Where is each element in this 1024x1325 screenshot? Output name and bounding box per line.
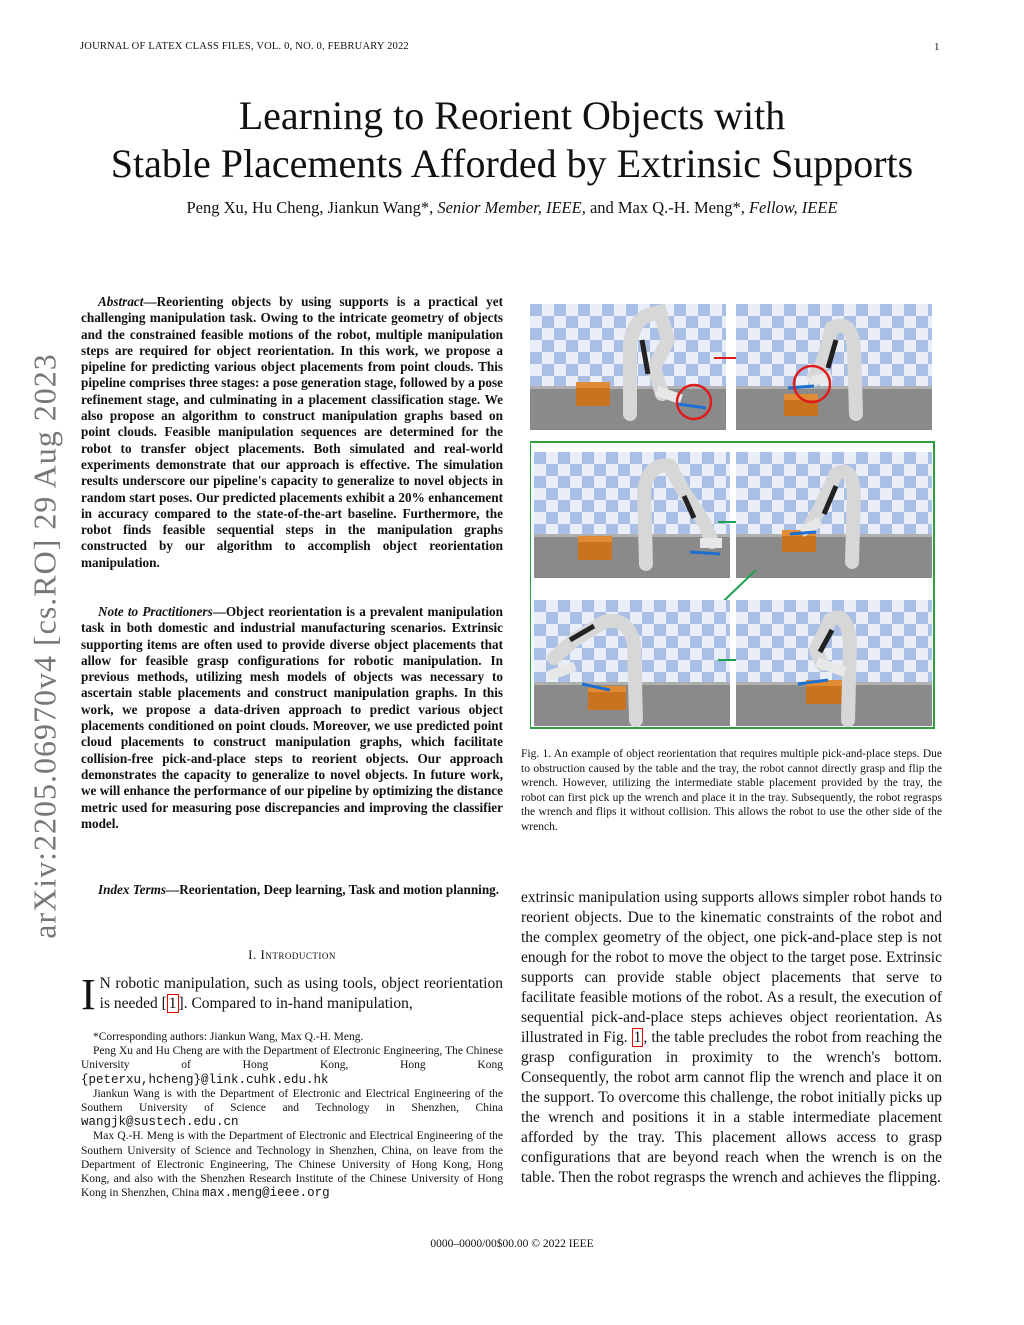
authors-names-a: Peng Xu, Hu Cheng, Jiankun Wang*, <box>186 198 438 217</box>
figure-caption: Fig. 1. An example of object reorientation that requires multiple pick-and-place steps. Due to obstruction caused by the table and the tray, the robot cannot directly grasp and flip the wrench. However, utilizing the intermediate stable placement provided by the tray, the robot can first pick up the wrench and place it in the tray. Subsequently, the robot regrasps the wrench and flips it without collision. This allows the robot to use the other side of the wrench. <box>521 748 942 833</box>
index-terms-text: —Reorientation, Deep learning, Task and motion planning. <box>166 882 500 897</box>
abstract-text: —Reorienting objects by using supports is a practical yet challenging manipulation task. Owing to the intricate geometry of objects and the constrained feasible motions of the robot, multiple manipulation steps are required for object reorientation. In this work, we propose a pipeline for predicting various object placements from point clouds. This pipeline comprises three stages: a pose generation stage, followed by a pose refinement stage, and culminating in a placement classification stage. We also propose an algorithm to construct manipulation graphs based on point clouds. Feasible manipulation sequences are determined for the robot to transfer object placements. Both simulated and real-world experiments demonstrate that our approach is effective. The simulation results underscore our pipeline's capacity to generalize to novel objects in random start poses. Our predicted placements exhibit a 20% enhancement in accuracy compared to the state-of-the-art baseline. Furthermore, the robot finds feasible sequential steps in the manipulation graphs constructed by our algorithm to accomplish object reorientation manipulation. <box>81 294 503 570</box>
panel-2 <box>736 304 932 430</box>
footnote-corresponding: *Corresponding authors: Jiankun Wang, Max Q.-H. Meng. <box>93 1031 364 1043</box>
footnote-2 <box>81 1087 503 1130</box>
drop-cap: I <box>81 970 96 1019</box>
footnote-3-email: max.meng@ieee.org <box>202 1186 330 1201</box>
authors-role-a: Senior Member, IEEE <box>437 198 582 217</box>
right-text-a: extrinsic manipulation using supports allows simpler robot hands to reorient objects. Due to the kinematic constraints of the robot and the complex geometry of the object, one pick-and-place step is not enough for the robot to move the object to the target pose. Extrinsic supports can provide stable object placements that serve to facilitate feasible motions of the robot. As a result, the execution of sequential pick-and-place steps achieves object reorientation. As illustrated in Fig. <box>521 889 942 1046</box>
abstract-label: Abstract <box>98 294 144 309</box>
footnotes <box>81 1030 503 1200</box>
footnote-3-text: Max Q.-H. Meng is with the Department of Electronic and Electrical Engineering of the Southern University of Science and Technology in Shenzhen, China, on leave from the Department of Electronic Engineering, The Chinese University of Hong Kong, Hong Kong, and also with the Shenzhen Research Institute of the Chinese University of Hong Kong in Shenzhen, China <box>81 1130 503 1200</box>
note-to-practitioners <box>81 604 503 832</box>
citation-link[interactable]: 1 <box>168 995 177 1012</box>
running-header: JOURNAL OF LATEX CLASS FILES, VOL. 0, NO. 0, FEBRUARY 2022 <box>80 41 409 52</box>
authors-names-b: , and Max Q.-H. Meng*, <box>581 198 749 217</box>
page-number: 1 <box>934 41 940 53</box>
figure-ref-link[interactable]: 1 <box>633 1029 642 1046</box>
footnote-1 <box>81 1044 503 1087</box>
note-label: Note to Practitioners <box>98 604 213 619</box>
panel-4 <box>736 452 932 578</box>
panel-5 <box>534 600 730 726</box>
note-text: —Object reorientation is a prevalent manipulation task in both domestic and industrial manufacturing scenarios. Extrinsic supporting items are often used to provide diverse object placements that allow for feasible grasp configurations for robotic manipulation. In previous methods, utilizing mesh models of objects was necessary to ascertain stable placements and construct manipulation graphs. In this work, we propose a data-driven approach to predict various object placements conditioned on point clouds. Moreover, we use predicted point cloud placements to construct manipulation graphs, which facilitate collision-free pick-and-place steps to reorient objects. Our approach demonstrates the capacity to generalize to novel objects. In future work, we will enhance the performance of our pipeline by optimizing the distance metric used for measuring pose discrepancies and improving the classifier model. <box>81 604 503 831</box>
paper-title <box>60 92 964 188</box>
figure-1 <box>530 304 942 730</box>
section-title: Introduction <box>260 947 336 962</box>
copyright-footer: 0000–0000/00$00.00 © 2022 IEEE <box>430 1238 594 1250</box>
gripper <box>700 538 722 548</box>
panel-6 <box>736 600 932 726</box>
authors-role-b: Fellow, IEEE <box>748 198 838 217</box>
footnote-2-email: wangjk@sustech.edu.cn <box>81 1115 239 1130</box>
wrench <box>690 552 720 554</box>
intro-text-a: N robotic manipulation, such as using tools, object reorientation is needed [ <box>99 975 503 1012</box>
wrench <box>790 532 816 534</box>
abstract <box>81 294 503 571</box>
intro-continuation <box>521 888 942 1188</box>
index-terms-label: Index Terms <box>98 882 167 897</box>
footnote-2-text: Jiankun Wang is with the Department of Electronic and Electrical Engineering of the Southern University of Science and Technology in Shenzhen, China <box>81 1087 503 1115</box>
title-line-2: Stable Placements Afforded by Extrinsic Supports <box>110 141 914 186</box>
section-heading <box>81 947 503 963</box>
intro-text-b: ]. Compared to in-hand manipulation, <box>178 995 413 1012</box>
panel-3 <box>534 452 730 578</box>
index-terms <box>81 882 503 898</box>
figure-1-illustration <box>530 304 942 730</box>
footnote-1-text: Peng Xu and Hu Cheng are with the Department of Electronic Engineering, The Chinese University of Hong Kong, Hong Kong <box>81 1045 503 1072</box>
footnote-1-email: {peterxu,hcheng}@link.cuhk.edu.hk <box>81 1072 329 1087</box>
author-list <box>60 198 964 218</box>
right-text-b: , the table precludes the robot from reaching the grasp configuration in proximity to the wrench's bottom. Consequently, the robot arm cannot flip the wrench and place it on the support. To overcome this challenge, the robot initially picks up the wrench and positions it in a stable intermediate placement afforded by the tray. This placement allows access to grasp configurations that are beyond reach when the wrench is on the table. Then the robot regrasps the wrench and achieves the flipping. <box>521 1029 943 1186</box>
wrench <box>788 386 814 388</box>
footnote-3 <box>81 1129 503 1200</box>
arxiv-stamp <box>20 346 70 946</box>
section-number: I. <box>248 947 261 962</box>
intro-paragraph <box>81 970 503 1019</box>
arxiv-id: arXiv:2205.06970v4 [cs.RO] 29 Aug 2023 <box>26 353 63 939</box>
title-line-1: Learning to Reorient Objects with <box>238 93 786 138</box>
panel-1 <box>530 304 726 430</box>
